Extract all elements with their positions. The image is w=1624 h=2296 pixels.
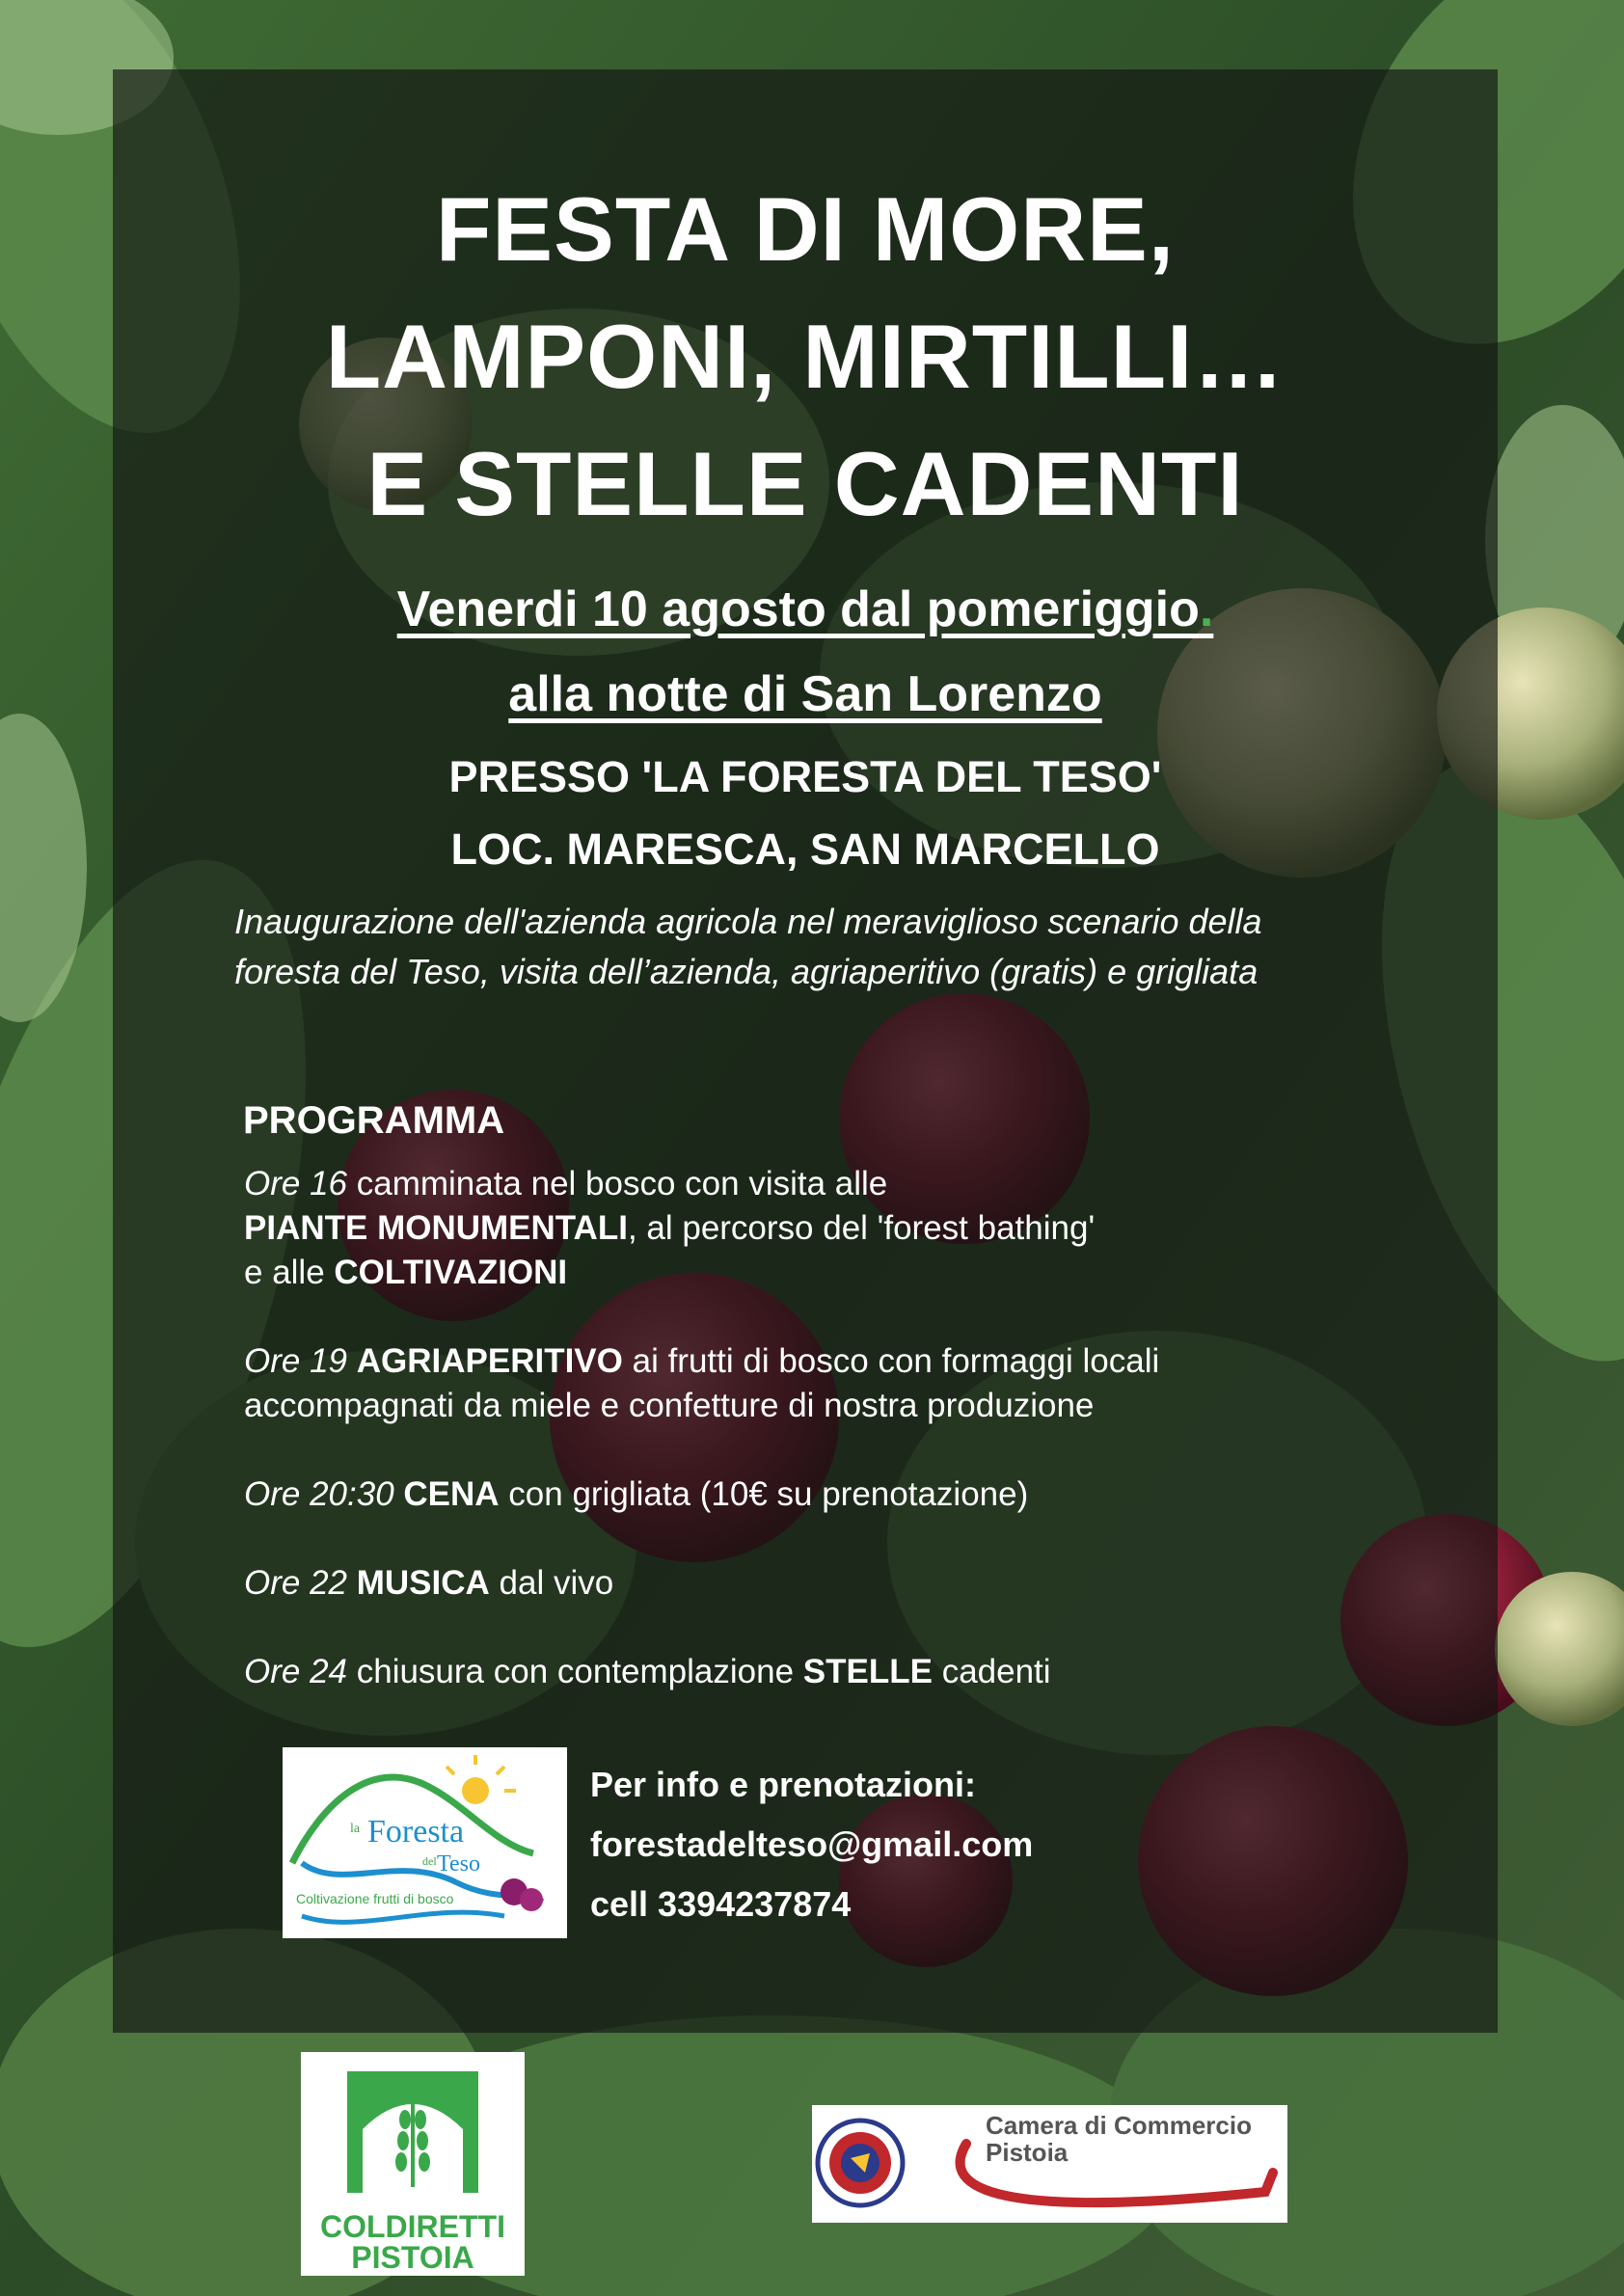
date-text: Venerdi 10 agosto dal pomeriggio [396,581,1200,637]
program-item [244,1472,1353,1517]
contact-info [590,1755,1033,1934]
event-title [113,166,1498,548]
event-date-line-1 [113,581,1498,638]
program-text: accompagnati da miele e confetture di nostra produzione [244,1387,1095,1424]
program-item [244,1339,1353,1428]
contact-phone[interactable]: cell 3394237874 [590,1884,852,1924]
foresta-logo-la: la [350,1822,361,1836]
program-item [244,1561,1353,1606]
event-intro-text: Inaugurazione dell'azienda agricola nel meraviglioso scenario della foresta del Teso, visita dell’azienda, agriaperitivo (gratis) e grigliata [234,902,1262,991]
contact-email[interactable]: forestadelteso@gmail.com [590,1824,1034,1864]
foresta-del-teso-logo [283,1747,567,1938]
camera-logo-graphic [812,2105,1287,2223]
foresta-logo-foresta: Foresta [367,1814,465,1850]
program-highlight: STELLE [802,1653,933,1690]
program-text: ai frutti di bosco con formaggi locali [622,1342,1160,1380]
title-line-2: LAMPONI, MIRTILLI… [325,306,1286,407]
coldiretti-logo-graphic [301,2052,525,2276]
camera-line-1: Camera di Commercio [986,2111,1252,2140]
date-trailing-dot: . [1199,581,1214,637]
foresta-logo-teso: Teso [437,1851,480,1877]
program-list [244,1162,1353,1739]
event-location-line-1: PRESSO 'LA FORESTA DEL TESO' [448,752,1162,801]
program-heading: PROGRAMMA [243,1099,505,1142]
program-time: Ore 24 [244,1653,347,1690]
program-text: cadenti [932,1653,1051,1690]
camera-line-2: Pistoia [986,2138,1069,2167]
program-text: chiusura con contemplazione [347,1653,803,1690]
program-highlight: PIANTE MONUMENTALI [244,1209,628,1247]
program-text: con grigliata (10€ su prenotazione) [499,1475,1029,1513]
program-highlight: MUSICA [356,1564,490,1602]
program-highlight: COLTIVAZIONI [334,1254,568,1291]
title-line-1: FESTA DI MORE, [436,178,1175,280]
contact-heading: Per info e prenotazioni: [590,1765,977,1804]
program-item [244,1162,1353,1295]
event-date-line-2: alla notte di San Lorenzo [508,666,1102,722]
program-time: Ore 22 [244,1564,347,1602]
program-item [244,1650,1353,1694]
program-time: Ore 20:30 [244,1475,394,1513]
program-text: e alle [244,1254,335,1291]
coldiretti-line-1: COLDIRETTI [320,2209,505,2244]
program-time: Ore 16 [244,1165,347,1202]
program-time: Ore 19 [244,1342,347,1380]
foresta-logo-graphic [283,1747,567,1938]
foresta-logo-del: del [422,1854,437,1868]
program-highlight: CENA [403,1475,500,1513]
title-line-3: E STELLE CADENTI [366,433,1244,534]
camera-di-commercio-logo [812,2105,1287,2223]
coldiretti-line-2: PISTOIA [351,2240,474,2275]
program-text: camminata nel bosco con visita alle [347,1165,888,1202]
program-text: dal vivo [489,1564,614,1602]
event-location-line-2: LOC. MARESCA, SAN MARCELLO [450,824,1160,874]
foresta-logo-tagline: Coltivazione frutti di bosco [296,1891,454,1906]
coldiretti-pistoia-logo [301,2052,525,2276]
program-text: , al percorso del 'forest bathing' [627,1209,1096,1247]
program-highlight: AGRIAPERITIVO [356,1342,623,1380]
